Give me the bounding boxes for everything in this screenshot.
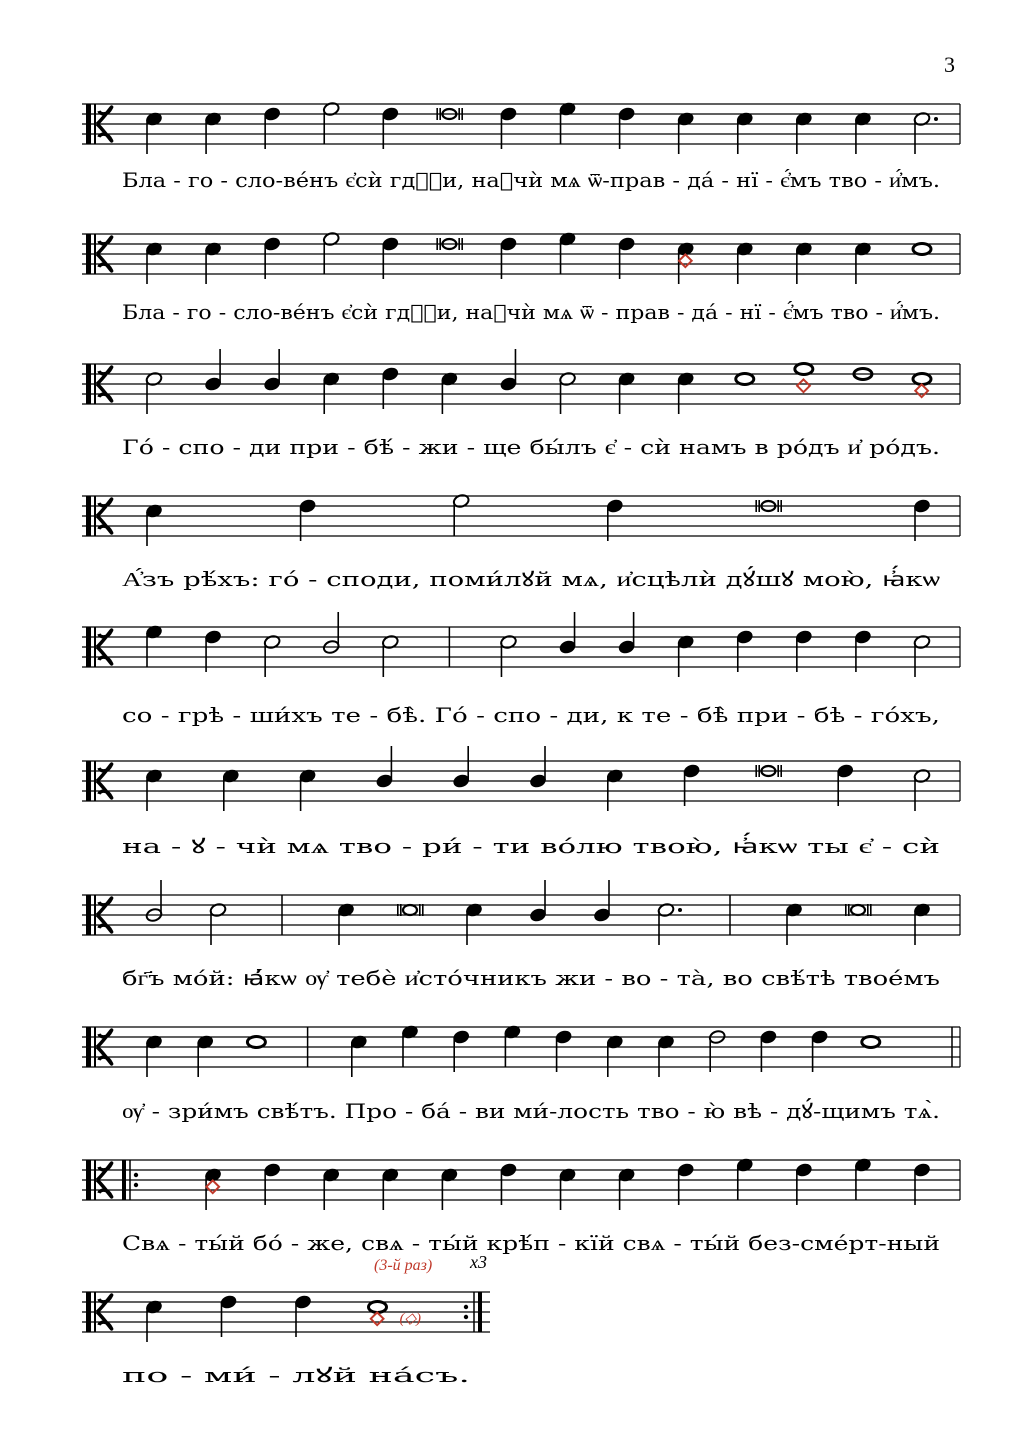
quarter-note bbox=[529, 746, 547, 789]
repeat-count-annotation: x3 bbox=[470, 1252, 487, 1272]
quarter-note bbox=[854, 629, 872, 672]
quarter-note bbox=[559, 1167, 577, 1210]
half-note bbox=[263, 634, 281, 677]
half-note bbox=[209, 902, 227, 945]
quarter-note bbox=[263, 349, 281, 392]
quarter-note bbox=[452, 1029, 470, 1072]
lyric-line: А҆́зъ рѣ́хъ: гó - споди, поми́лꙋй мѧ, и҆сцѣлѝ дꙋ́шꙋ мою̀, ꙗ҆́кѡ bbox=[122, 567, 717, 591]
clef-bar-thin bbox=[94, 364, 96, 404]
clef-bar-thin bbox=[94, 1292, 96, 1332]
quarter-note bbox=[559, 612, 577, 655]
quarter-note bbox=[529, 880, 547, 923]
quarter-note bbox=[795, 629, 813, 672]
quarter-note bbox=[736, 1157, 754, 1200]
staff-system-8 bbox=[82, 1024, 960, 1123]
lyric-line: со - грѣ - ши́хъ те - бѣ̀. Гó - спо - ди, к те - бѣ̀ при - бѣ - гóхъ, bbox=[122, 703, 940, 727]
quarter-note bbox=[220, 1294, 238, 1337]
quarter-note bbox=[913, 902, 931, 945]
quarter-note bbox=[559, 101, 577, 144]
quarter-note bbox=[440, 1167, 458, 1210]
staff-lines bbox=[82, 1027, 960, 1067]
quarter-note bbox=[606, 498, 624, 541]
quarter-note bbox=[322, 371, 340, 414]
half-note bbox=[322, 231, 340, 274]
half-note bbox=[657, 902, 682, 945]
quarter-note bbox=[381, 106, 399, 149]
staff-system-3 bbox=[82, 349, 960, 459]
half-note bbox=[913, 768, 931, 811]
quarter-note bbox=[795, 1162, 813, 1205]
alternate-note-icon bbox=[915, 384, 928, 397]
quarter-note bbox=[677, 1162, 695, 1205]
clef-bar-thin bbox=[94, 627, 96, 667]
quarter-note bbox=[145, 1299, 163, 1342]
lyric-line: по - ми́ - лꙋй на́съ. bbox=[122, 1363, 470, 1387]
staff-system-5 bbox=[82, 612, 960, 727]
half-note bbox=[322, 612, 340, 655]
quarter-note bbox=[618, 236, 636, 279]
quarter-note bbox=[299, 498, 317, 541]
half-note bbox=[500, 634, 518, 677]
quarter-note bbox=[618, 106, 636, 149]
quarter-note bbox=[795, 241, 813, 284]
clef-bar-thin bbox=[94, 496, 96, 536]
clef-bar-thin bbox=[94, 1160, 96, 1200]
quarter-note bbox=[204, 111, 222, 154]
staff-system-2 bbox=[82, 231, 960, 324]
staff-system-9 bbox=[82, 1157, 960, 1255]
breve-note bbox=[397, 904, 424, 916]
clef-bar-thick bbox=[86, 1027, 91, 1067]
lyric-line: Бла - го - сло-вéнъ є҆сѝ гдⷭ҇и, наꙋчѝ мѧ ѿ - прав - дá - нї - є҆́мъ тво - и҆́мъ. bbox=[122, 300, 940, 324]
alternate-note-paren: (◇) bbox=[399, 1311, 422, 1327]
quarter-note bbox=[618, 1167, 636, 1210]
quarter-note bbox=[500, 106, 518, 149]
quarter-note bbox=[913, 1162, 931, 1205]
clef-bar-thick bbox=[86, 895, 91, 935]
quarter-note bbox=[337, 902, 355, 945]
half-note bbox=[322, 101, 340, 144]
quarter-note bbox=[559, 231, 577, 274]
staff-lines bbox=[82, 761, 960, 801]
clef-bar-thin bbox=[94, 761, 96, 801]
whole-note bbox=[913, 244, 931, 255]
quarter-note bbox=[350, 1034, 368, 1077]
quarter-note bbox=[811, 1029, 829, 1072]
half-note bbox=[452, 493, 470, 536]
staff-lines bbox=[82, 1292, 490, 1332]
quarter-note bbox=[854, 111, 872, 154]
clef-bar-thick bbox=[86, 364, 91, 404]
quarter-note bbox=[401, 1024, 419, 1067]
half-note bbox=[559, 371, 577, 414]
whole-note bbox=[862, 1037, 880, 1048]
alternate-note-icon bbox=[371, 1312, 384, 1325]
lyric-line: ѹ҆ - зри́мъ свѣ́тъ. Про - бá - ви ми́-лость тво - ю̀ вѣ - дꙋ́-щимъ тѧ̀. bbox=[122, 1099, 783, 1123]
staff-system-10 bbox=[82, 1292, 490, 1387]
quarter-note bbox=[555, 1029, 573, 1072]
quarter-note bbox=[196, 1034, 214, 1077]
clef-bar-thin bbox=[94, 1027, 96, 1067]
quarter-note bbox=[465, 902, 483, 945]
quarter-note bbox=[593, 880, 611, 923]
quarter-note bbox=[375, 746, 393, 789]
augmentation-dot bbox=[934, 117, 938, 121]
half-note bbox=[381, 634, 399, 677]
quarter-note bbox=[222, 768, 240, 811]
quarter-note bbox=[263, 106, 281, 149]
clef-bar-thick bbox=[86, 627, 91, 667]
whole-note bbox=[913, 374, 931, 385]
quarter-note bbox=[836, 763, 854, 806]
third-time-annotation: (3-й раз) bbox=[374, 1257, 433, 1274]
quarter-note bbox=[683, 763, 701, 806]
clef-bar-thick bbox=[86, 761, 91, 801]
quarter-note bbox=[145, 111, 163, 154]
quarter-note bbox=[204, 241, 222, 284]
quarter-note bbox=[677, 634, 695, 677]
quarter-note bbox=[913, 498, 931, 541]
staff-system-7 bbox=[82, 880, 960, 990]
quarter-note bbox=[677, 111, 695, 154]
quarter-note bbox=[618, 371, 636, 414]
quarter-note bbox=[618, 612, 636, 655]
whole-note bbox=[795, 364, 813, 375]
half-note bbox=[708, 1029, 726, 1072]
alternate-note-icon bbox=[797, 379, 810, 392]
staff-system-4 bbox=[82, 493, 960, 591]
half-note bbox=[913, 111, 938, 154]
whole-note bbox=[736, 374, 754, 385]
quarter-note bbox=[204, 629, 222, 672]
quarter-note bbox=[263, 1162, 281, 1205]
half-note bbox=[913, 634, 931, 677]
half-note bbox=[145, 371, 163, 414]
quarter-note bbox=[606, 768, 624, 811]
quarter-note bbox=[440, 371, 458, 414]
quarter-note bbox=[785, 902, 803, 945]
alternate-note-icon bbox=[206, 1180, 219, 1193]
quarter-note bbox=[500, 1162, 518, 1205]
lyric-line: Свѧ - ты́й бо́ - же, свѧ - ты́й крѣ́п - кїй свѧ - ты́й без-смéрт-ный bbox=[122, 1231, 941, 1255]
quarter-note bbox=[759, 1029, 777, 1072]
clef-bar-thick bbox=[86, 234, 91, 274]
breve-note bbox=[845, 904, 872, 916]
clef-bar-thick bbox=[86, 104, 91, 144]
lyric-line: бг҃ъ мо́й: ꙗ҆́кѡ ѹ҆ тебѐ и҆сто́чникъ жи - во - та̀, во свѣ́тѣ твое́мъ bbox=[122, 966, 940, 990]
quarter-note bbox=[500, 349, 518, 392]
lyric-line: Бла - го - сло-вéнъ є҆сѝ гдⷭ҇и, наꙋчѝ мѧ ѿ-прав - дá - нї - є҆́мъ тво - и҆́мъ. bbox=[122, 168, 941, 192]
clef-bar-thick bbox=[86, 1292, 91, 1332]
quarter-note bbox=[145, 624, 163, 667]
staff-system-6 bbox=[82, 746, 960, 858]
quarter-note bbox=[381, 236, 399, 279]
quarter-note bbox=[500, 236, 518, 279]
quarter-note bbox=[854, 1157, 872, 1200]
quarter-note bbox=[145, 1034, 163, 1077]
clef-bar-thick bbox=[86, 496, 91, 536]
lyric-line: на - ꙋ - чѝ мѧ тво - ри́ - ти во́лю твою̀, ꙗ҆́кѡ ты є҆ - сѝ bbox=[122, 834, 651, 858]
quarter-note bbox=[606, 1034, 624, 1077]
quarter-note bbox=[145, 241, 163, 284]
alternate-note-icon bbox=[679, 254, 692, 267]
quarter-note bbox=[854, 241, 872, 284]
whole-note bbox=[247, 1037, 265, 1048]
quarter-note bbox=[145, 503, 163, 546]
lyric-line: Гó - спо - ди при - бѣ́ - жи - ще бы́лъ є҆ - сѝ намъ в ро́дъ и҆ ро́дъ. bbox=[122, 435, 940, 459]
quarter-note bbox=[503, 1024, 521, 1067]
quarter-note bbox=[657, 1034, 675, 1077]
quarter-note bbox=[299, 768, 317, 811]
quarter-note bbox=[322, 1167, 340, 1210]
quarter-note bbox=[736, 629, 754, 672]
clef-bar-thin bbox=[94, 104, 96, 144]
quarter-note bbox=[381, 366, 399, 409]
staff-lines bbox=[82, 496, 960, 536]
quarter-note bbox=[263, 236, 281, 279]
quarter-note bbox=[736, 111, 754, 154]
augmentation-dot bbox=[678, 908, 682, 912]
whole-note bbox=[369, 1302, 387, 1313]
clef-bar-thin bbox=[94, 234, 96, 274]
quarter-note bbox=[452, 746, 470, 789]
page-number: 3 bbox=[944, 52, 955, 77]
quarter-note bbox=[677, 371, 695, 414]
clef-bar-thick bbox=[86, 1160, 91, 1200]
clef-bar-thin bbox=[94, 895, 96, 935]
quarter-note bbox=[145, 768, 163, 811]
quarter-note bbox=[294, 1294, 312, 1337]
quarter-note bbox=[736, 241, 754, 284]
quarter-note bbox=[795, 111, 813, 154]
quarter-note bbox=[204, 349, 222, 392]
staff-system-1 bbox=[82, 101, 960, 192]
quarter-note bbox=[381, 1167, 399, 1210]
half-note bbox=[145, 880, 163, 923]
